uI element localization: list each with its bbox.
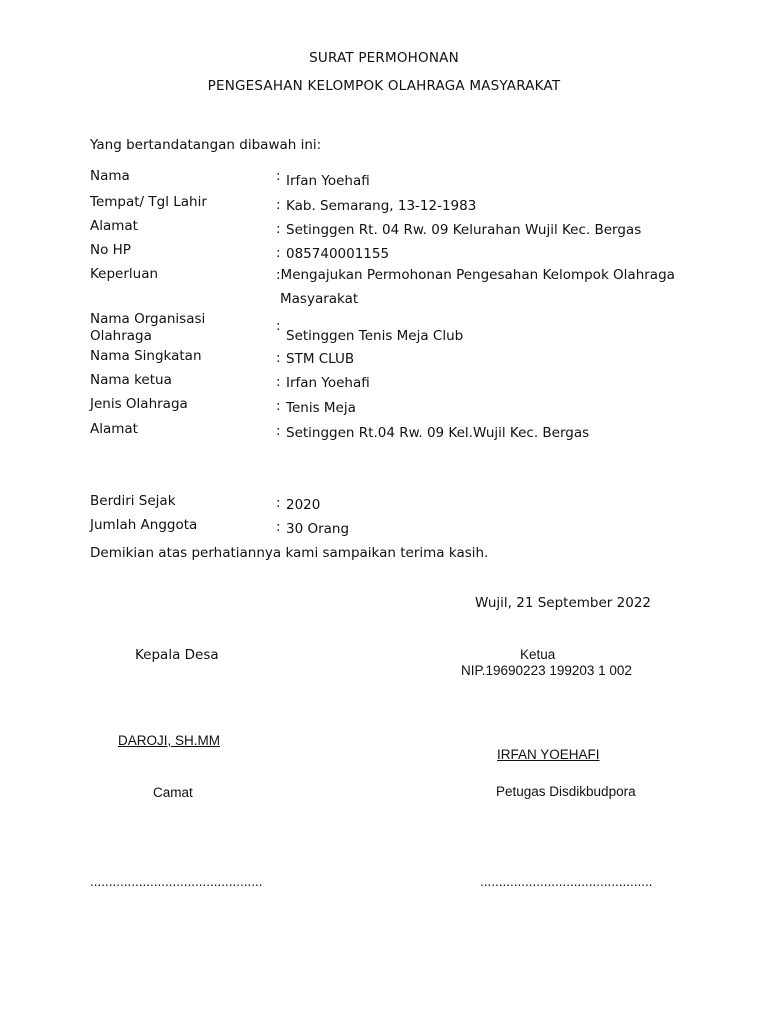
field-value-ketua: Irfan Yoehafi: [286, 375, 370, 391]
field-value-keperluan-line2: Masyarakat: [280, 291, 359, 307]
field-value-alamat: Setinggen Rt. 04 Rw. 09 Kelurahan Wujil Kec. Bergas: [286, 222, 642, 238]
field-label-alamat-organisasi: Alamat: [90, 421, 138, 437]
field-colon: :: [276, 168, 281, 184]
field-colon: :: [276, 495, 281, 511]
field-label-ketua: Nama ketua: [90, 372, 172, 388]
field-label-nohp: No HP: [90, 242, 131, 258]
field-label-nama: Nama: [90, 168, 130, 184]
field-value-jenis-olahraga: Tenis Meja: [286, 400, 356, 416]
field-value-singkatan: STM CLUB: [286, 351, 355, 367]
sign-kepala-desa-title: Kepala Desa: [135, 647, 219, 663]
sign-nip: NIP.19690223 199203 1 002: [461, 663, 632, 678]
field-colon: :: [276, 519, 281, 535]
field-label-berdiri-sejak: Berdiri Sejak: [90, 493, 176, 509]
signature-line-camat: ..............................................: [90, 874, 263, 889]
sign-camat-title: Camat: [153, 785, 193, 800]
field-value-ttl: Kab. Semarang, 13-12-1983: [286, 198, 477, 214]
field-colon: :: [276, 350, 281, 366]
field-value-berdiri-sejak: 2020: [286, 497, 321, 513]
title-line-1: SURAT PERMOHONAN: [309, 50, 459, 66]
field-colon: :: [276, 374, 281, 390]
sign-kepala-desa-name: DAROJI, SH.MM: [118, 733, 221, 748]
place-date: Wujil, 21 September 2022: [475, 595, 651, 611]
sign-ketua-title: Ketua: [520, 647, 556, 662]
closing-text: Demikian atas perhatiannya kami sampaikan terima kasih.: [90, 545, 489, 561]
field-value-jumlah-anggota: 30 Orang: [286, 521, 350, 537]
field-label-jenis-olahraga: Jenis Olahraga: [90, 396, 188, 412]
field-label-ttl: Tempat/ Tgl Lahir: [90, 194, 207, 210]
intro-text: Yang bertandatangan dibawah ini:: [90, 137, 322, 153]
field-colon: :: [276, 221, 281, 237]
field-label-singkatan: Nama Singkatan: [90, 348, 202, 364]
field-colon: :: [276, 318, 281, 334]
field-value-nama-organisasi: Setinggen Tenis Meja Club: [286, 328, 464, 344]
field-colon: :: [276, 197, 281, 213]
field-label-nama-organisasi-line2: Olahraga: [90, 328, 152, 344]
sign-petugas-title: Petugas Disdikbudpora: [496, 784, 636, 799]
field-value-alamat-organisasi: Setinggen Rt.04 Rw. 09 Kel.Wujil Kec. Bergas: [286, 425, 590, 441]
field-colon: :: [276, 423, 281, 439]
field-colon: :: [276, 398, 281, 414]
field-label-jumlah-anggota: Jumlah Anggota: [90, 517, 198, 533]
signature-line-petugas: ..............................................: [480, 874, 653, 889]
field-colon: :: [276, 245, 281, 261]
field-value-keperluan: :Mengajukan Permohonan Pengesahan Kelompok Olahraga: [276, 267, 675, 283]
title-line-2: PENGESAHAN KELOMPOK OLAHRAGA MASYARAKAT: [207, 78, 561, 94]
field-label-alamat: Alamat: [90, 218, 138, 234]
sign-ketua-name: IRFAN YOEHAFI: [497, 747, 600, 762]
field-value-nama: Irfan Yoehafi: [286, 173, 370, 189]
field-label-keperluan: Keperluan: [90, 266, 159, 282]
field-value-nohp: 085740001155: [286, 246, 390, 262]
field-label-nama-organisasi: Nama Organisasi: [90, 311, 206, 327]
